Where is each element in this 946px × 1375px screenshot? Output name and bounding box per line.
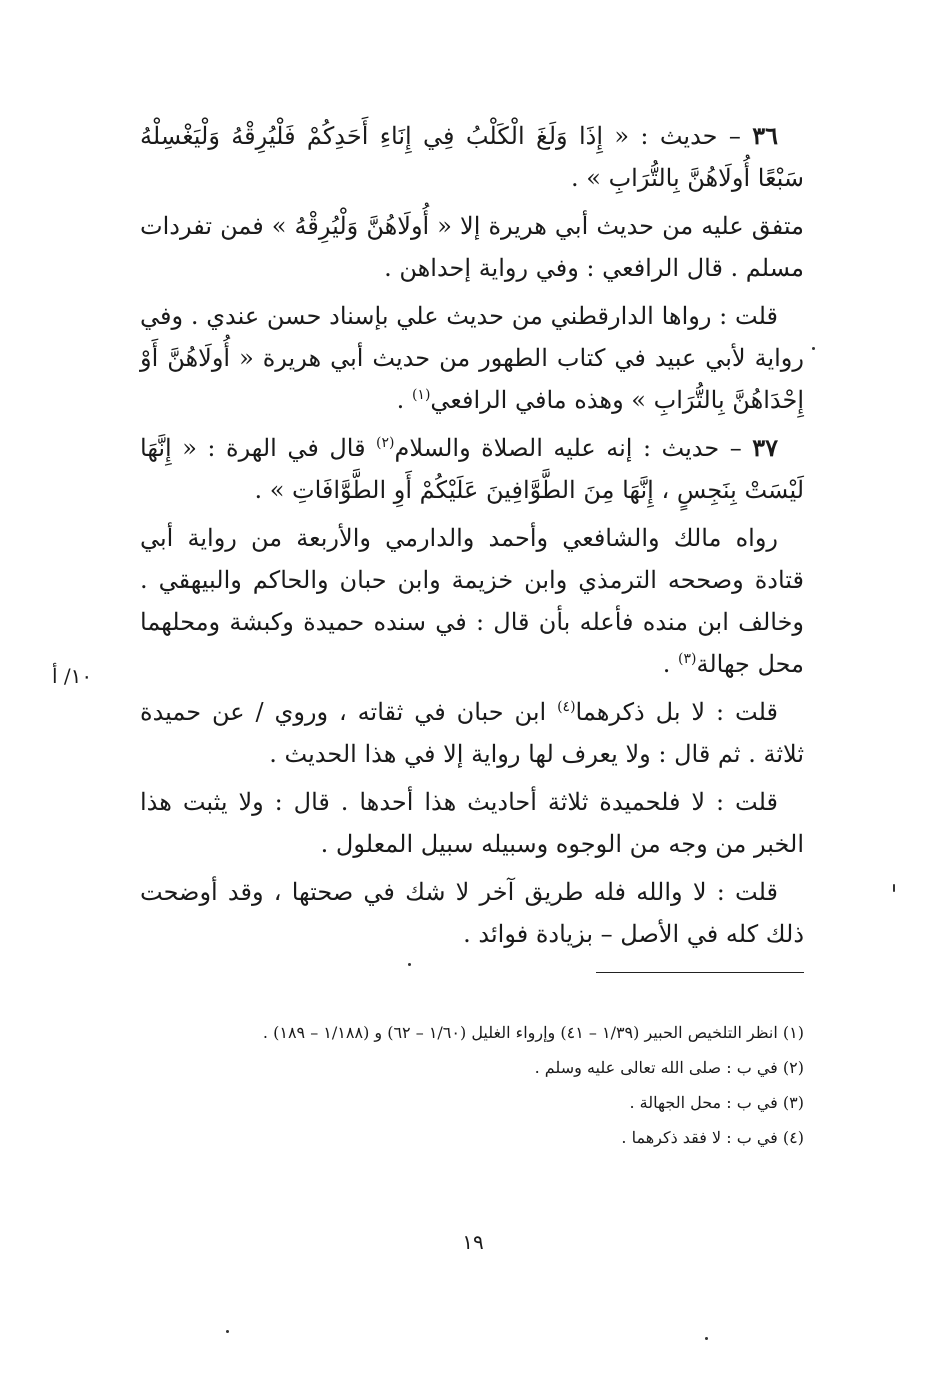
scan-speck xyxy=(408,963,411,966)
hadith-36 xyxy=(140,115,804,199)
hadith-number: ٣٧ xyxy=(752,433,778,462)
paragraph-reply-2: قلت : لا فلحميدة ثلاثة أحاديث هذا أحدها . قال : ولا يثبت هذا الخبر من وجه من الوجوه وسبيله سبيل المعلول . xyxy=(140,788,804,858)
footnotes xyxy=(140,1015,804,1155)
footnote-ref-1[interactable]: (١) xyxy=(411,387,431,403)
footnote-1: (١) انظر التلخيص الحبير (١/٣٩ – ٤١) وإرواء الغليل (١/٦٠ – ٦٢) و (١/١٨٨ – ١٨٩) . xyxy=(262,1023,804,1042)
main-text xyxy=(140,115,804,961)
manuscript-folio-marker: ١٠/ أ xyxy=(52,664,93,688)
scan-speck xyxy=(705,1337,708,1340)
footnote-ref-4[interactable]: (٤) xyxy=(557,699,576,715)
paragraph-text: رواه مالك والشافعي وأحمد والدارمي والأربعة من رواية أبي قتادة وصححه الترمذي وابن خزيمة وابن حبان والحاكم والبيهقي . وخالف ابن منده فأعله بأن قال : في سنده حميدة وكبشة ومحلهما محل جهالة xyxy=(140,524,804,678)
footnote-3: (٣) في ب : محل الجهالة . xyxy=(629,1093,804,1112)
footnote-ref-2[interactable]: (٢) xyxy=(376,435,395,451)
scan-speck xyxy=(812,347,815,350)
paragraph-comment-36 xyxy=(140,295,804,421)
hadith-text: – حديث : إنه عليه الصلاة والسلام xyxy=(394,434,753,462)
hadith-text: قال في الهرة : « إِنَّهَا لَيْسَتْ بِنَجِسٍ ، إِنَّهَا مِنَ الطَّوَّافِينَ عَلَيْكُمْ أَوِ الطَّوَّافَاتِ » . xyxy=(140,434,804,504)
paragraph-reply-3: قلت : لا والله فله طريق آخر لا شك في صحتها ، وقد أوضحت ذلك كله في الأصل – بزيادة فوائد . xyxy=(140,878,804,948)
hadith-text: – حديث : « إِذَا وَلَغَ الْكَلْبُ فِي إِنَاءِ أَحَدِكُمْ فَلْيُرِقْهُ وَلْيَغْسِلْهُ سَبْعًا أُولَاهُنَّ بِالتُّرَابِ » . xyxy=(140,122,804,192)
paragraph-end: . xyxy=(396,386,412,414)
hadith-37 xyxy=(140,427,804,511)
hadith-number: ٣٦ xyxy=(752,121,778,150)
paragraph-text: قلت : لا بل ذكرهما xyxy=(575,698,778,726)
paragraph-reply-1 xyxy=(140,691,804,775)
footnote-2: (٢) في ب : صلى الله تعالى عليه وسلم . xyxy=(534,1058,804,1077)
paragraph-takhrij-36: متفق عليه من حديث أبي هريرة إلا « أُولَاهُنَّ وَلْيُرِقْهُ » فمن تفردات مسلم . قال الرافعي : وفي رواية إحداهن . xyxy=(140,212,804,282)
footnote-ref-3[interactable]: (٣) xyxy=(677,651,697,667)
scan-speck xyxy=(893,884,895,892)
paragraph-takhrij-37 xyxy=(140,517,804,685)
page-number: ١٩ xyxy=(462,1230,484,1254)
paragraph-text: قلت : رواها الدارقطني من حديث علي بإسناد حسن عندي . وفي رواية لأبي عبيد في كتاب الطهور من حديث أبي هريرة « أُولَاهُنَّ أَوْ إِحْدَاهُنَّ بِالتُّرَابِ » وهذه مافي الرافعي xyxy=(140,302,804,414)
paragraph-end: . xyxy=(662,650,678,678)
footnote-4: (٤) في ب : لا فقد ذكرهما . xyxy=(621,1128,804,1147)
scan-speck xyxy=(226,1330,229,1333)
footnote-divider xyxy=(596,972,804,973)
paragraph-text: ابن حبان في ثقاته ، وروي / عن حميدة ثلاثة . ثم قال : ولا يعرف لها رواية إلا في هذا الحديث . xyxy=(140,698,804,768)
